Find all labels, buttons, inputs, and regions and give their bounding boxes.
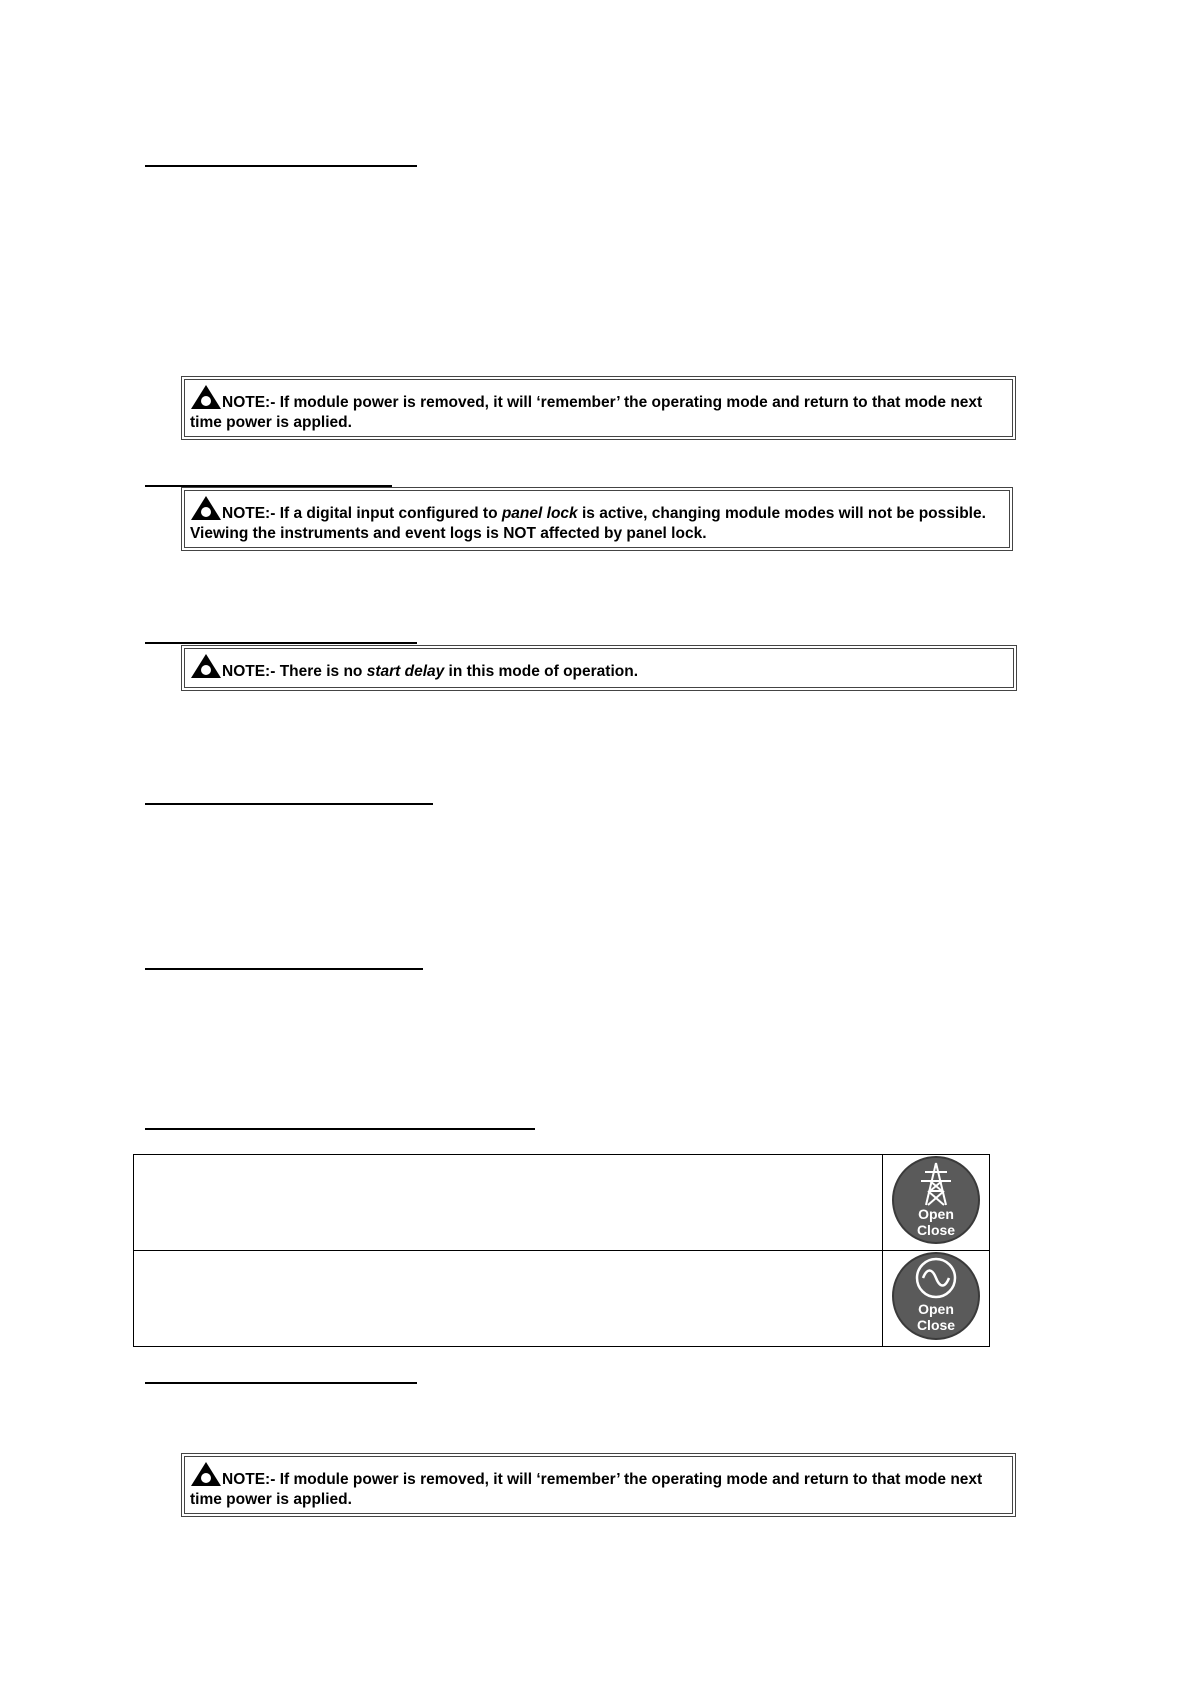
mains-open-close-button[interactable] xyxy=(891,1155,981,1245)
warning-triangle-icon xyxy=(190,384,222,410)
note-text-post: in this mode of operation. xyxy=(444,663,638,680)
note-label: NOTE:- xyxy=(222,663,276,680)
note-label: NOTE:- xyxy=(222,394,276,411)
note-box-power-removed-2 xyxy=(184,1456,1013,1514)
section-heading-underline-1 xyxy=(145,165,417,167)
note-box-power-removed-1 xyxy=(184,379,1013,437)
button-line-2: Close xyxy=(916,1317,956,1333)
table-cell-icon xyxy=(883,1155,990,1251)
note-text-emphasis: panel lock xyxy=(501,505,578,522)
note-text: If module power is removed, it will ‘remember’ the operating mode and return to that mode next time power is applied. xyxy=(190,394,983,431)
note-text-post: is active, changing module modes will not be possible. Viewing the instruments and event logs is NOT affected by panel lock. xyxy=(190,505,986,542)
section-heading-underline-6 xyxy=(145,1128,535,1130)
warning-triangle-icon xyxy=(190,495,222,521)
warning-triangle-icon xyxy=(190,653,222,679)
table-row-generator xyxy=(134,1251,990,1347)
note-label: NOTE:- xyxy=(222,1471,276,1488)
generator-open-close-button[interactable] xyxy=(891,1251,981,1341)
note-text-pre: There is no xyxy=(275,663,367,680)
note-box-panel-lock xyxy=(184,490,1010,548)
warning-triangle-icon xyxy=(190,1461,222,1487)
section-heading-underline-2 xyxy=(145,485,392,487)
button-line-1: Open xyxy=(918,1301,954,1317)
section-heading-underline-7 xyxy=(145,1382,417,1384)
section-heading-underline-5 xyxy=(145,968,423,970)
table-cell-description xyxy=(134,1155,883,1251)
button-line-2: Close xyxy=(916,1222,956,1238)
note-label: NOTE:- xyxy=(222,505,276,522)
note-text: If module power is removed, it will ‘remember’ the operating mode and return to that mode next time power is applied. xyxy=(190,1471,983,1508)
note-text-emphasis: start delay xyxy=(366,663,445,680)
table-row-mains xyxy=(134,1155,990,1251)
table-cell-description xyxy=(134,1251,883,1347)
table-cell-icon xyxy=(883,1251,990,1347)
button-line-1: Open xyxy=(918,1206,954,1222)
section-heading-underline-3 xyxy=(145,642,417,644)
note-box-start-delay xyxy=(184,648,1014,688)
breaker-control-table xyxy=(133,1154,990,1347)
note-text-pre: If a digital input configured to xyxy=(275,505,502,522)
section-heading-underline-4 xyxy=(145,803,433,805)
